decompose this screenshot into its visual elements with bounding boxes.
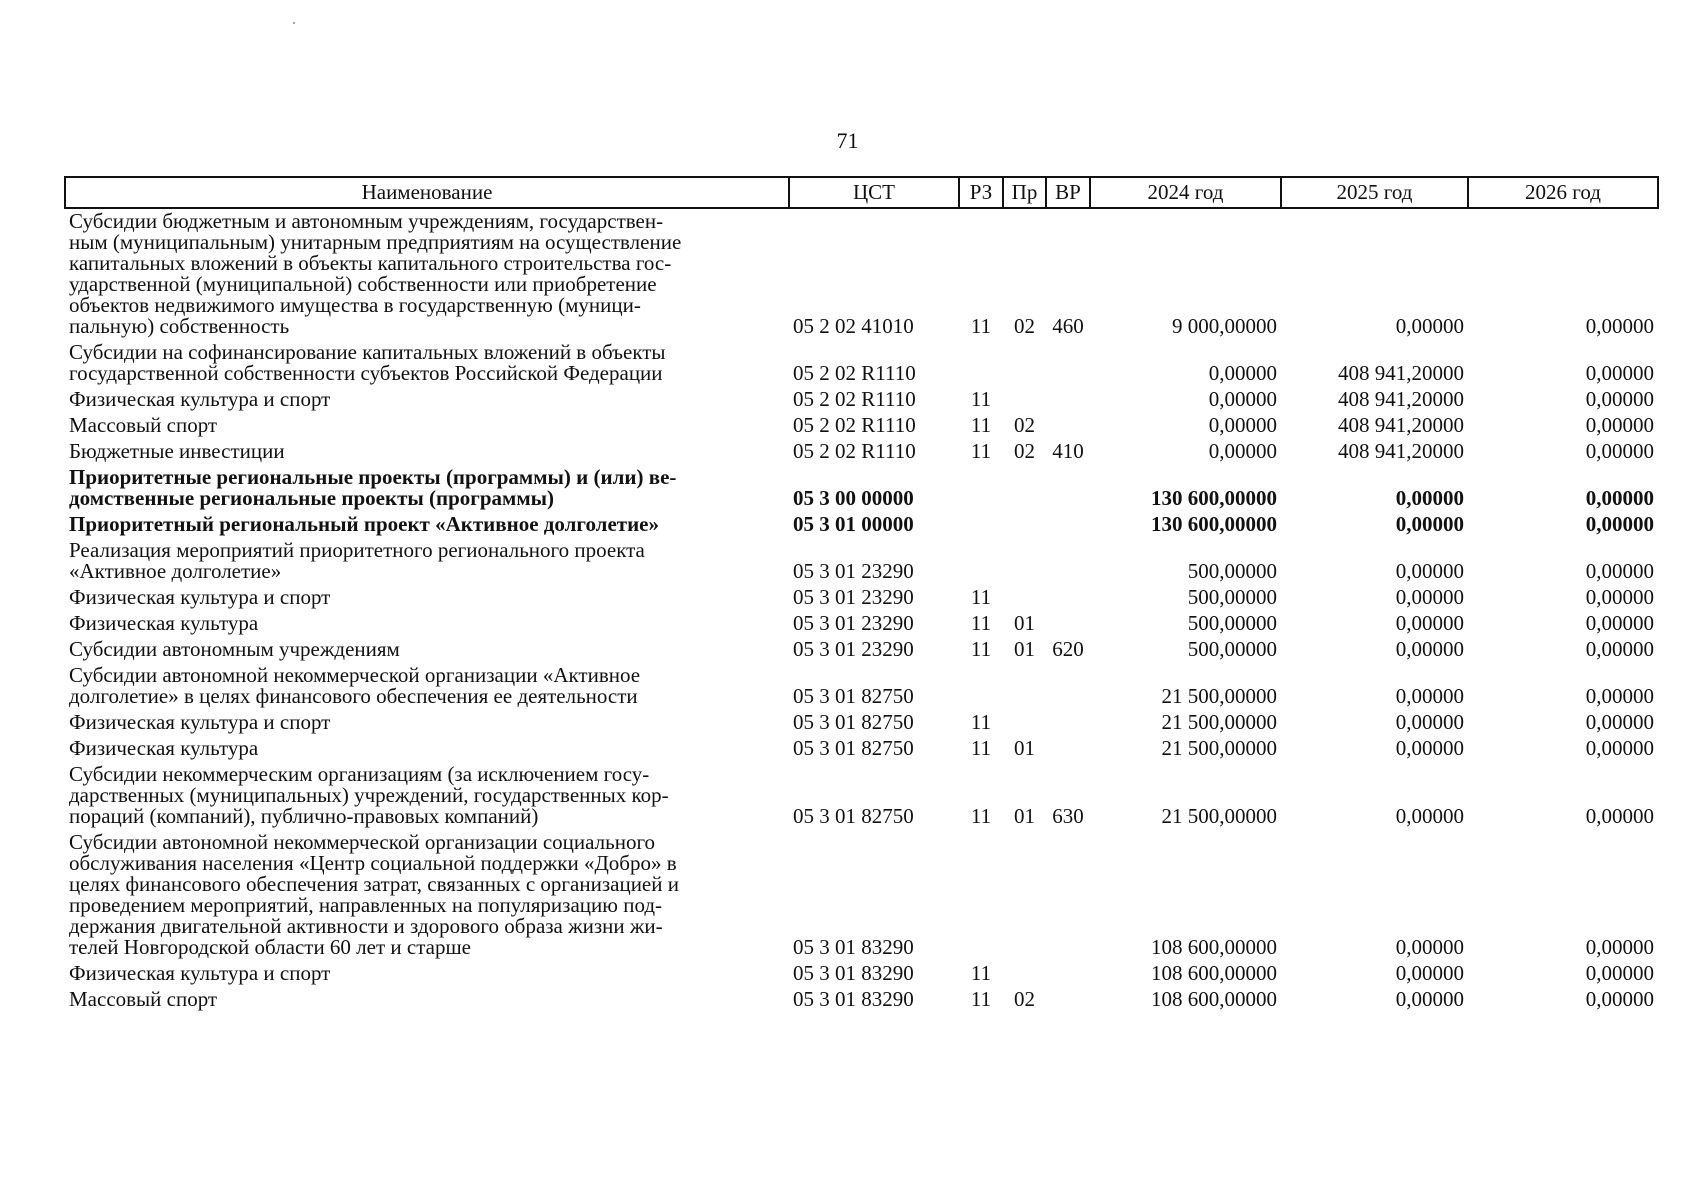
row-amount-2026: 0,00000 [1585,413,1654,437]
row-name-line: Субсидии автономной некоммерческой организации социального [69,830,656,854]
row-vr: 460 [1052,314,1084,338]
table-header-row [65,177,1658,208]
row-rz: 11 [970,804,992,828]
row-vr [1046,736,1090,762]
row-name [65,830,789,961]
row-rz [959,512,1003,538]
row-cst: 05 3 01 83290 [793,935,914,959]
row-name-line: долголетие» в целях финансового обеспечения ее деятельности [69,684,638,708]
row-name-line: Бюджетные инвестиции [69,439,285,463]
row-pr: 01 [1014,611,1035,635]
table-row [65,611,1658,637]
row-cst: 05 3 01 00000 [793,512,914,536]
row-rz: 11 [970,987,992,1011]
row-amount-2025: 0,00000 [1395,486,1464,510]
row-cst: 05 2 02 R1110 [793,361,916,385]
row-name-line: домственные региональные проекты (программы) [69,486,555,510]
row-vr [1046,413,1090,439]
row-name-line: Приоритетные региональные проекты (программы) и (или) ве- [69,465,677,489]
row-name [65,710,789,736]
row-amount-2026: 0,00000 [1585,559,1654,583]
row-cst: 05 2 02 41010 [793,314,914,338]
row-name [65,413,789,439]
row-name-line: капитальных вложений в объекты капитального строительства гос- [69,251,672,275]
row-name-line: проведением мероприятий, направленных на популяризацию под- [69,893,663,917]
row-amount-2026: 0,00000 [1585,637,1654,661]
row-amount-2024: 21 500,00000 [1161,710,1277,734]
row-name [65,512,789,538]
row-vr [1046,830,1090,961]
row-vr [1046,465,1090,512]
row-pr: 02 [1014,413,1035,437]
row-amount-2025: 0,00000 [1395,559,1464,583]
row-amount-2026: 0,00000 [1585,987,1654,1011]
row-pr [1003,663,1046,710]
row-amount-2024: 108 600,00000 [1151,935,1277,959]
row-amount-2025: 0,00000 [1395,736,1464,760]
row-rz: 11 [970,736,992,760]
page-number: 71 [836,128,859,153]
row-pr [1003,512,1046,538]
row-vr [1046,538,1090,585]
row-pr: 02 [1014,314,1035,338]
row-vr [1046,710,1090,736]
row-amount-2025: 0,00000 [1395,314,1464,338]
row-amount-2026: 0,00000 [1585,961,1654,985]
row-amount-2025: 408 941,20000 [1338,361,1464,385]
row-name [65,538,789,585]
row-name-line: Физическая культура и спорт [69,585,331,609]
row-vr: 620 [1052,637,1084,661]
row-vr [1046,387,1090,413]
table-row [65,585,1658,611]
row-pr: 02 [1014,987,1035,1011]
row-cst: 05 2 02 R1110 [793,439,916,463]
row-amount-2026: 0,00000 [1585,439,1654,463]
row-name-line: Субсидии бюджетным и автономным учреждениям, государствен- [69,209,664,233]
row-amount-2024: 130 600,00000 [1151,486,1277,510]
table-row [65,961,1658,987]
row-rz [959,340,1003,387]
row-cst: 05 3 01 83290 [793,987,914,1011]
row-name-line: Физическая культура [69,736,259,760]
scan-speck [293,22,295,24]
row-amount-2025: 408 941,20000 [1338,439,1464,463]
row-rz: 11 [970,710,992,734]
row-name [65,961,789,987]
row-rz [959,663,1003,710]
table-body [65,208,1658,1013]
table-row [65,637,1658,663]
row-cst: 05 3 01 23290 [793,585,914,609]
table-row [65,830,1658,961]
column-header-name: Наименование [65,177,789,208]
row-name-line: телей Новгородской области 60 лет и старше [69,935,471,959]
table-row [65,208,1658,340]
row-name [65,340,789,387]
row-vr [1046,585,1090,611]
row-name-line: Субсидии на софинансирование капитальных вложений в объекты [69,340,666,364]
row-pr [1003,710,1046,736]
row-name-line: целях финансового обеспечения затрат, связанных с организацией и [69,872,679,896]
row-amount-2025: 0,00000 [1395,710,1464,734]
row-amount-2024: 0,00000 [1208,439,1277,463]
row-amount-2024: 108 600,00000 [1151,987,1277,1011]
row-amount-2026: 0,00000 [1585,710,1654,734]
row-rz: 11 [970,387,992,411]
row-cst: 05 3 01 82750 [793,804,914,828]
row-name-line: ным (муниципальным) унитарным предприятиям на осуществление [69,230,682,254]
row-name [65,387,789,413]
row-pr [1003,340,1046,387]
row-amount-2024: 500,00000 [1187,559,1277,583]
row-name [65,585,789,611]
row-amount-2024: 0,00000 [1208,387,1277,411]
row-name-line: объектов недвижимого имущества в государственную (муници- [69,293,641,317]
row-vr [1046,663,1090,710]
row-cst: 05 3 01 23290 [793,611,914,635]
row-vr [1046,961,1090,987]
row-pr: 01 [1014,736,1035,760]
row-cst: 05 3 00 00000 [793,486,914,510]
row-cst: 05 2 02 R1110 [793,413,916,437]
row-amount-2026: 0,00000 [1585,935,1654,959]
row-cst: 05 3 01 82750 [793,684,914,708]
row-amount-2025: 0,00000 [1395,684,1464,708]
row-pr [1003,387,1046,413]
row-rz: 11 [970,611,992,635]
row-pr: 01 [1014,637,1035,661]
row-vr [1046,611,1090,637]
row-name-line: государственной собственности субъектов Российской Федерации [69,361,663,385]
row-name-line: держания двигательной активности и здорового образа жизни жи- [69,914,663,938]
row-rz: 11 [970,585,992,609]
row-rz: 11 [970,439,992,463]
row-name [65,611,789,637]
row-name [65,465,789,512]
row-amount-2026: 0,00000 [1585,684,1654,708]
row-amount-2024: 108 600,00000 [1151,961,1277,985]
row-cst: 05 3 01 82750 [793,710,914,734]
row-name-line: обслуживания населения «Центр социальной поддержки «Добро» в [69,851,677,875]
row-amount-2026: 0,00000 [1585,611,1654,635]
row-name [65,208,789,340]
row-vr [1046,987,1090,1013]
column-header-vr: ВР [1046,177,1090,208]
table-row [65,736,1658,762]
row-amount-2025: 0,00000 [1395,935,1464,959]
table-row [65,762,1658,830]
row-cst: 05 3 01 82750 [793,736,914,760]
row-amount-2025: 0,00000 [1395,804,1464,828]
row-name [65,637,789,663]
row-rz: 11 [970,637,992,661]
row-cst: 05 2 02 R1110 [793,387,916,411]
row-name [65,762,789,830]
row-amount-2025: 0,00000 [1395,637,1464,661]
row-amount-2025: 408 941,20000 [1338,387,1464,411]
row-amount-2024: 21 500,00000 [1161,804,1277,828]
row-amount-2024: 0,00000 [1208,361,1277,385]
row-name-line: ударственной (муниципальной) собственности или приобретение [69,272,657,296]
row-pr [1003,585,1046,611]
row-rz: 11 [970,413,992,437]
row-name-line: Физическая культура [69,611,259,635]
column-header-cst: ЦСТ [789,177,959,208]
row-amount-2024: 9 000,00000 [1172,314,1277,338]
row-amount-2024: 21 500,00000 [1161,736,1277,760]
row-name-line: Субсидии некоммерческим организациям (за исключением госу- [69,762,650,786]
row-amount-2026: 0,00000 [1585,314,1654,338]
row-pr: 02 [1014,439,1035,463]
row-pr [1003,830,1046,961]
row-amount-2026: 0,00000 [1585,361,1654,385]
row-vr [1046,340,1090,387]
row-pr [1003,538,1046,585]
column-header-2025: 2025 год [1281,177,1468,208]
row-amount-2026: 0,00000 [1585,585,1654,609]
row-name [65,663,789,710]
row-name-line: Реализация мероприятий приоритетного регионального проекта [69,538,645,562]
column-header-rz: РЗ [959,177,1003,208]
row-vr: 410 [1052,439,1084,463]
table-row [65,387,1658,413]
row-name-line: Массовый спорт [69,413,218,437]
table-row [65,413,1658,439]
row-vr [1046,512,1090,538]
row-amount-2024: 500,00000 [1187,585,1277,609]
table-row [65,340,1658,387]
row-cst: 05 3 01 23290 [793,637,914,661]
row-amount-2024: 0,00000 [1208,413,1277,437]
row-name [65,987,789,1013]
row-pr [1003,465,1046,512]
row-amount-2025: 0,00000 [1395,987,1464,1011]
row-name-line: пальную) собственность [69,314,290,338]
column-header-2026: 2026 год [1468,177,1658,208]
row-name-line: дарственных (муниципальных) учреждений, государственных кор- [69,783,669,807]
row-vr: 630 [1052,804,1084,828]
row-rz [959,538,1003,585]
row-amount-2026: 0,00000 [1585,804,1654,828]
row-name-line: Субсидии автономным учреждениям [69,637,400,661]
table-row [65,987,1658,1013]
row-amount-2025: 0,00000 [1395,611,1464,635]
row-name-line: Физическая культура и спорт [69,387,331,411]
row-pr [1003,961,1046,987]
row-amount-2025: 0,00000 [1395,961,1464,985]
row-rz [959,465,1003,512]
row-pr: 01 [1014,804,1035,828]
row-name-line: Физическая культура и спорт [69,961,331,985]
row-rz: 11 [970,961,992,985]
row-amount-2024: 21 500,00000 [1161,684,1277,708]
table-row [65,710,1658,736]
row-amount-2026: 0,00000 [1585,486,1654,510]
row-name [65,439,789,465]
row-name-line: Физическая культура и спорт [69,710,331,734]
table-row [65,512,1658,538]
column-header-pr: Пр [1003,177,1046,208]
row-name-line: пораций (компаний), публично-правовых компаний) [69,804,539,828]
row-rz: 11 [970,314,992,338]
row-amount-2026: 0,00000 [1585,512,1654,536]
row-amount-2025: 408 941,20000 [1338,413,1464,437]
row-rz [959,830,1003,961]
row-name-line: «Активное долголетие» [69,559,282,583]
row-name-line: Субсидии автономной некоммерческой организации «Активное [69,663,641,687]
row-name-line: Приоритетный региональный проект «Активное долголетие» [69,512,659,536]
row-amount-2024: 130 600,00000 [1151,512,1277,536]
row-name-line: Массовый спорт [69,987,218,1011]
table-row [65,439,1658,465]
row-cst: 05 3 01 23290 [793,559,914,583]
row-amount-2024: 500,00000 [1187,637,1277,661]
budget-table [64,176,1659,1013]
table-row [65,538,1658,585]
row-amount-2025: 0,00000 [1395,512,1464,536]
column-header-2024: 2024 год [1090,177,1281,208]
row-name [65,736,789,762]
table-row [65,465,1658,512]
row-amount-2026: 0,00000 [1585,736,1654,760]
row-amount-2024: 500,00000 [1187,611,1277,635]
row-cst: 05 3 01 83290 [793,961,914,985]
row-amount-2025: 0,00000 [1395,585,1464,609]
table-row [65,663,1658,710]
row-amount-2026: 0,00000 [1585,387,1654,411]
